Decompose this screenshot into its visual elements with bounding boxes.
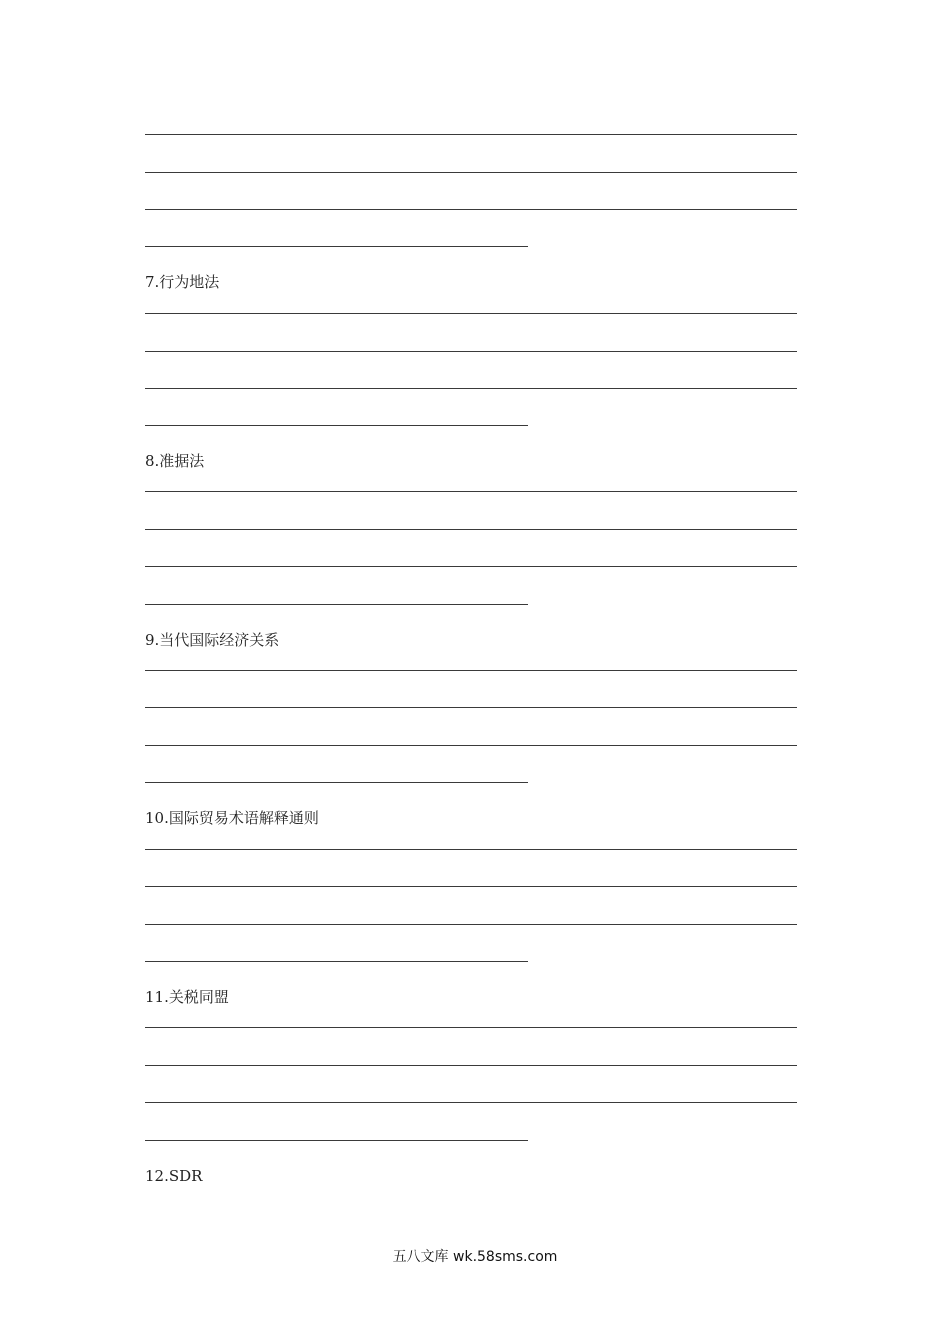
question-heading: 8.准据法 [145,452,205,470]
answer-line [145,849,797,850]
question-heading: 9.当代国际经济关系 [145,631,280,649]
answer-line [145,172,797,173]
answer-line [145,924,797,925]
answer-line [145,782,528,783]
answer-line [145,134,797,135]
question-heading: 7.行为地法 [145,273,220,291]
answer-line [145,246,528,247]
answer-line [145,670,797,671]
answer-line [145,961,528,962]
answer-line [145,388,797,389]
question-heading: 10.国际贸易术语解释通则 [145,809,319,827]
answer-line [145,1027,797,1028]
question-heading: 11.关税同盟 [145,988,229,1006]
answer-line [145,1065,797,1066]
answer-line [145,529,797,530]
answer-line [145,1140,528,1141]
answer-line [145,351,797,352]
answer-line [145,313,797,314]
answer-line [145,566,797,567]
question-heading: 12.SDR [145,1167,203,1185]
footer-watermark: 五八文库 wk.58sms.com [392,1249,558,1265]
answer-line [145,1102,797,1103]
answer-line [145,491,797,492]
answer-line [145,604,528,605]
answer-line [145,886,797,887]
answer-line [145,745,797,746]
answer-line [145,707,797,708]
answer-line [145,209,797,210]
answer-line [145,425,528,426]
